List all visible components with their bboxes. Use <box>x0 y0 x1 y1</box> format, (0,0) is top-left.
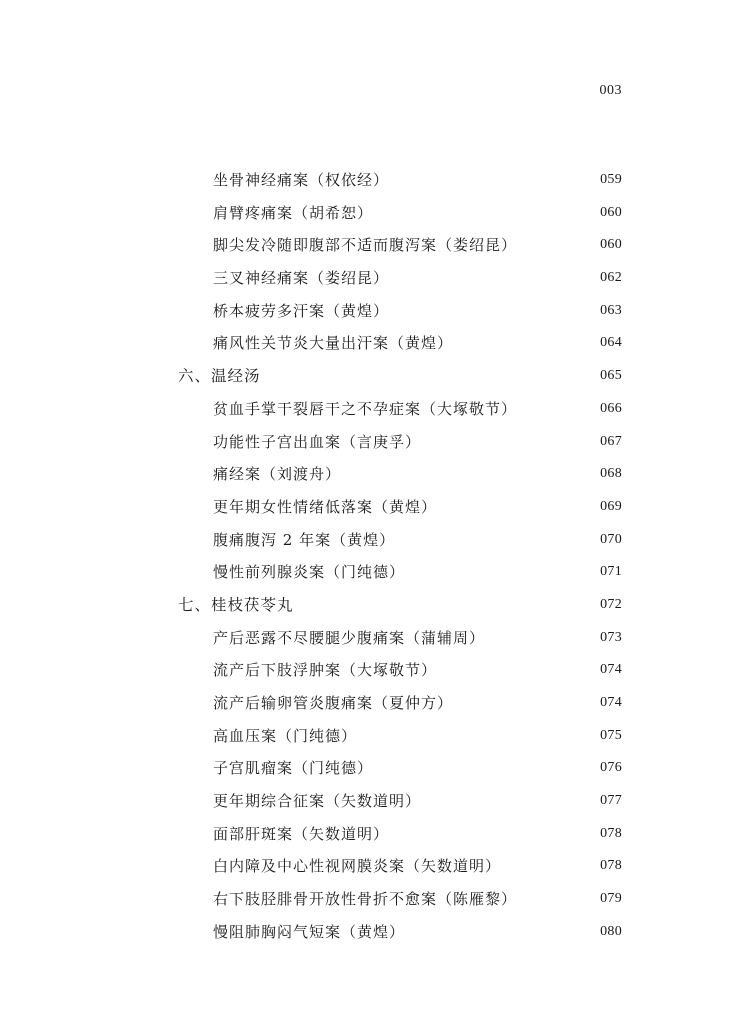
toc-entry-title: 痛经案（刘渡舟） <box>213 465 342 484</box>
toc-entry-row <box>0 426 730 459</box>
toc-entry-title: 脚尖发冷随即腹部不适而腹泻案（娄绍昆） <box>213 236 518 255</box>
toc-entry-title: 右下肢胫腓骨开放性骨折不愈案（陈雁黎） <box>213 890 518 909</box>
toc-entry-row <box>0 687 730 720</box>
toc-page-number: 066 <box>600 400 622 416</box>
toc-entry-row <box>0 818 730 851</box>
toc-page-number: 075 <box>600 727 622 743</box>
toc-entry-title: 更年期女性情绪低落案（黄煌） <box>213 497 438 516</box>
toc-page-number: 071 <box>600 564 622 580</box>
toc-entry-title: 三叉神经痛案（娄绍昆） <box>213 269 390 288</box>
toc-page-number: 063 <box>600 302 622 318</box>
toc-entry-title: 痛风性关节炎大量出汗案（黄煌） <box>213 334 454 353</box>
toc-page-number: 076 <box>600 760 622 776</box>
toc-page-number: 059 <box>600 172 622 187</box>
table-of-contents <box>0 164 730 949</box>
toc-entry-row <box>0 916 730 949</box>
toc-page-number: 060 <box>600 237 622 253</box>
toc-page-number: 067 <box>600 433 622 449</box>
toc-page-number: 074 <box>600 662 622 678</box>
toc-page-number: 068 <box>600 466 622 482</box>
toc-entry-row <box>0 654 730 687</box>
toc-entry-title: 功能性子宫出血案（言庚孚） <box>213 432 422 451</box>
toc-entry-row <box>0 752 730 785</box>
toc-entry-row <box>0 295 730 328</box>
toc-entry-title: 贫血手掌干裂唇干之不孕症案（大塚敬节） <box>213 399 518 418</box>
toc-entry-row <box>0 524 730 557</box>
toc-entry-row <box>0 458 730 491</box>
toc-entry-title: 肩臂疼痛案（胡希恕） <box>213 203 374 222</box>
toc-page-number: 073 <box>600 629 622 645</box>
toc-entry-row <box>0 197 730 230</box>
toc-entry-row <box>0 491 730 524</box>
toc-page-number: 078 <box>600 825 622 841</box>
toc-entry-title: 子宫肌瘤案（门纯德） <box>213 759 374 778</box>
toc-entry-row <box>0 883 730 916</box>
toc-page-number: 072 <box>600 596 622 612</box>
toc-page-number: 079 <box>600 891 622 907</box>
toc-page-number: 074 <box>600 695 622 710</box>
toc-page-number: 080 <box>600 923 622 939</box>
toc-entry-title: 面部肝斑案（矢数道明） <box>213 824 390 843</box>
toc-entry-row <box>0 327 730 360</box>
toc-entry-title: 慢性前列腺炎案（门纯德） <box>213 563 406 582</box>
toc-entry-title: 产后恶露不尽腰腿少腹痛案（蒲辅周） <box>213 628 486 647</box>
toc-page-number: 064 <box>600 335 622 351</box>
page-number: 003 <box>599 83 622 98</box>
toc-entry-title: 坐骨神经痛案（权依经） <box>213 171 390 189</box>
toc-section-title: 六、温经汤 <box>178 367 261 386</box>
toc-section-row <box>0 360 730 393</box>
toc-entry-row <box>0 229 730 262</box>
toc-entry-row <box>0 393 730 426</box>
toc-section-title: 七、桂枝茯苓丸 <box>178 595 294 614</box>
toc-entry-row <box>0 785 730 818</box>
toc-page-number: 060 <box>600 204 622 220</box>
toc-page-number: 065 <box>600 368 622 384</box>
toc-entry-title: 高血压案（门纯德） <box>213 726 358 745</box>
toc-entry-title: 流产后下肢浮肿案（大塚敬节） <box>213 661 438 680</box>
toc-entry-row <box>0 720 730 753</box>
toc-entry-title: 桥本疲劳多汗案（黄煌） <box>213 301 390 320</box>
toc-page-number: 070 <box>600 531 622 547</box>
toc-section-row <box>0 589 730 622</box>
toc-entry-row <box>0 262 730 295</box>
toc-page-number: 077 <box>600 793 622 809</box>
toc-entry-title: 更年期综合征案（矢数道明） <box>213 792 422 811</box>
toc-entry-row <box>0 622 730 655</box>
toc-entry-title: 慢阻肺胸闷气短案（黄煌） <box>213 922 406 941</box>
toc-entry-row <box>0 164 730 197</box>
toc-entry-title: 流产后输卵管炎腹痛案（夏仲方） <box>213 694 454 712</box>
toc-page-number: 062 <box>600 270 622 286</box>
toc-entry-title: 腹痛腹泻 2 年案（黄煌） <box>213 530 396 549</box>
toc-page-number: 078 <box>600 858 622 874</box>
toc-entry-title: 白内障及中心性视网膜炎案（矢数道明） <box>213 857 502 876</box>
toc-entry-row <box>0 850 730 883</box>
toc-entry-row <box>0 556 730 589</box>
toc-page-number: 069 <box>600 498 622 514</box>
